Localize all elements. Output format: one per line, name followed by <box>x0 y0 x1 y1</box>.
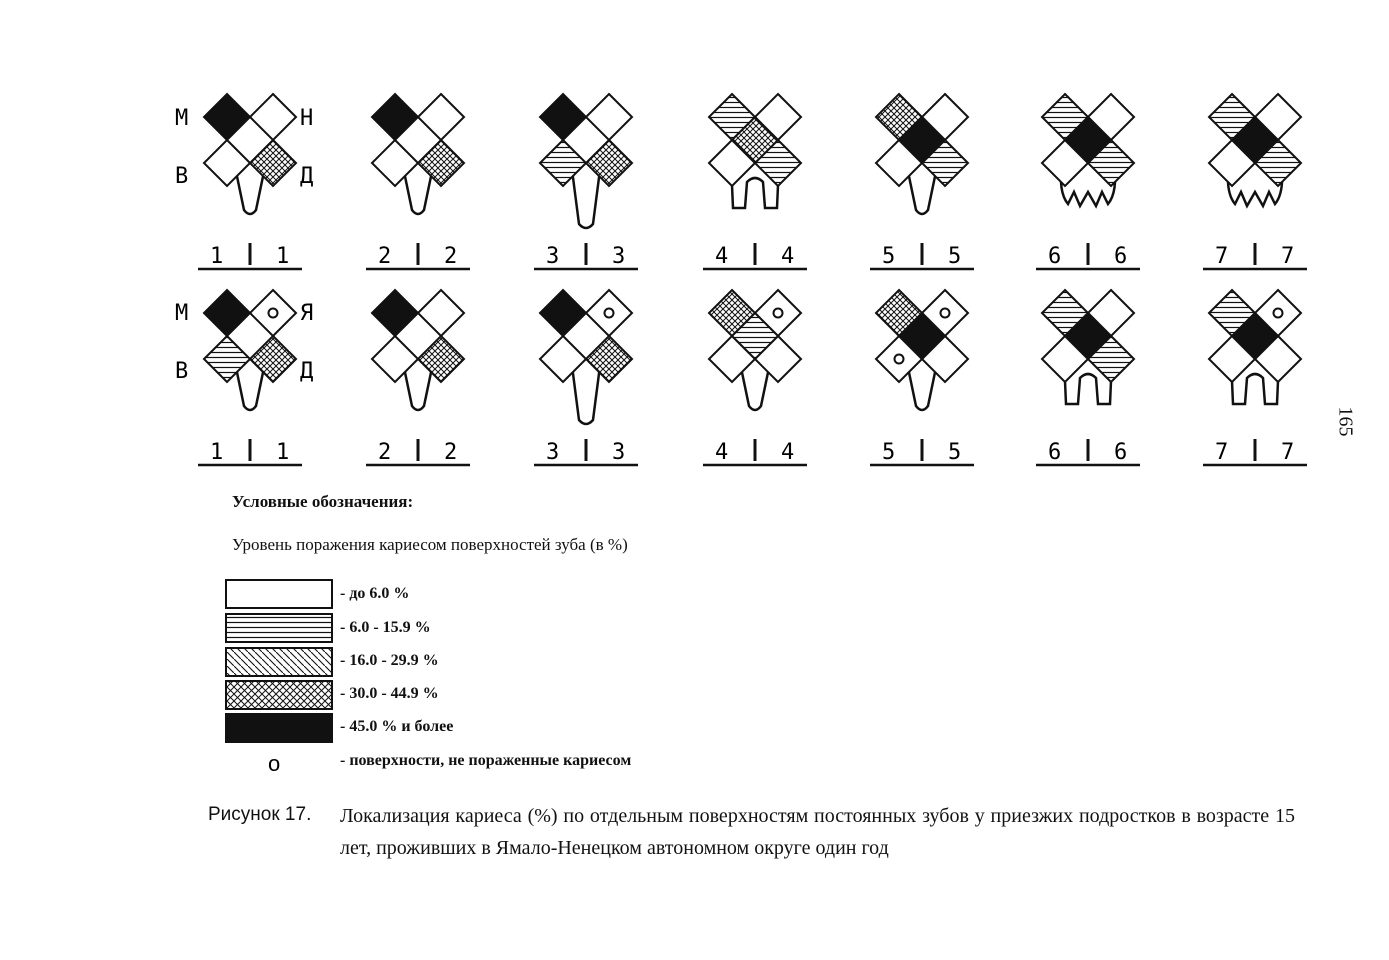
surface-n <box>250 94 296 140</box>
surface-n <box>418 94 464 140</box>
tooth-label-right: 3 <box>612 244 626 269</box>
legend-swatches <box>220 575 340 775</box>
surface-m <box>540 94 586 140</box>
surface-d <box>250 140 296 186</box>
tooth-label-right: 4 <box>781 244 795 269</box>
legend-intact-label: - поверхности, не пораженные кариесом <box>340 752 632 769</box>
surface-label-n-upper: Н <box>300 106 314 131</box>
surface-label-v-lower: В <box>175 359 189 384</box>
surface-n <box>250 290 296 336</box>
tooth-label-right: 5 <box>948 244 962 269</box>
surface-n <box>586 290 632 336</box>
tooth-label-right: 6 <box>1114 440 1128 465</box>
legend-label-3: - 16.0 - 29.9 % <box>340 652 439 669</box>
legend-label-2: - 6.0 - 15.9 % <box>340 619 431 636</box>
legend-title: Условные обозначения: <box>232 492 414 511</box>
legend-label-1: - до 6.0 % <box>340 585 410 602</box>
surface-label-m-upper: М <box>175 106 189 131</box>
tooth-label-right: 2 <box>444 440 458 465</box>
surface-d <box>418 336 464 382</box>
tooth-lower-4 <box>703 290 807 465</box>
page-number: 165 <box>1334 406 1357 437</box>
legend-intact-symbol: o <box>268 751 281 775</box>
tooth-label-right: 6 <box>1114 244 1128 269</box>
tooth-label-right: 3 <box>612 440 626 465</box>
legend-subtitle: Уровень поражения кариесом поверхностей зуба (в %) <box>232 535 628 554</box>
tooth-label-right: 2 <box>444 244 458 269</box>
legend-swatch-cross <box>226 681 332 709</box>
legend-swatch-black <box>226 714 332 742</box>
tooth-label-left: 2 <box>378 440 392 465</box>
surface-v <box>372 336 418 382</box>
tooth-label-right: 1 <box>276 440 290 465</box>
surface-m <box>372 290 418 336</box>
tooth-label-right: 7 <box>1281 244 1295 269</box>
tooth-upper-2 <box>366 94 470 269</box>
tooth-label-left: 7 <box>1215 244 1229 269</box>
tooth-upper-4 <box>703 94 807 269</box>
surface-d <box>418 140 464 186</box>
tooth-label-left: 1 <box>210 244 224 269</box>
surface-m <box>204 94 250 140</box>
tooth-upper-7 <box>1203 94 1307 269</box>
caption-label: Рисунок 17. <box>208 804 312 825</box>
legend-swatch-diag <box>226 648 332 676</box>
tooth-lower-5 <box>870 290 974 465</box>
caption-text: Локализация кариеса (%) по отдельным поверхностям постоянных зубов у приезжих подростков в возрасте 15 лет, проживших в Ямало-Ненецком автономном округе один год <box>340 805 1295 859</box>
surface-label-v-upper: В <box>175 164 189 189</box>
tooth-upper-1 <box>198 94 302 269</box>
legend-label-4: - 30.0 - 44.9 % <box>340 685 439 702</box>
legend-swatch-white <box>226 580 332 608</box>
tooth-label-left: 3 <box>546 440 560 465</box>
surface-d <box>586 336 632 382</box>
surface-m <box>204 290 250 336</box>
tooth-label-left: 1 <box>210 440 224 465</box>
tooth-upper-5 <box>870 94 974 269</box>
surface-n <box>586 94 632 140</box>
surface-v <box>540 140 586 186</box>
tooth-upper-3 <box>534 94 638 269</box>
surface-d <box>250 336 296 382</box>
surface-v <box>204 140 250 186</box>
surface-m <box>372 94 418 140</box>
tooth-label-left: 7 <box>1215 440 1229 465</box>
surface-label-d-upper: Д <box>300 164 314 189</box>
tooth-lower-7 <box>1203 290 1307 465</box>
surface-m <box>540 290 586 336</box>
tooth-label-left: 4 <box>715 440 729 465</box>
surface-label-m-lower: М <box>175 301 189 326</box>
surface-label-d-lower: Д <box>300 359 314 384</box>
tooth-lower-1 <box>198 290 302 465</box>
surface-label-ya-lower: Я <box>300 301 314 326</box>
tooth-label-left: 6 <box>1048 440 1062 465</box>
tooth-label-right: 7 <box>1281 440 1295 465</box>
tooth-label-right: 4 <box>781 440 795 465</box>
surface-v <box>372 140 418 186</box>
tooth-label-right: 5 <box>948 440 962 465</box>
tooth-lower-2 <box>366 290 470 465</box>
legend-label-5: - 45.0 % и более <box>340 718 454 735</box>
tooth-label-left: 5 <box>882 440 896 465</box>
surface-v <box>540 336 586 382</box>
surface-n <box>418 290 464 336</box>
tooth-lower-6 <box>1036 290 1140 465</box>
surface-d <box>586 140 632 186</box>
surface-v <box>204 336 250 382</box>
tooth-label-left: 4 <box>715 244 729 269</box>
tooth-upper-6 <box>1036 94 1140 269</box>
tooth-label-right: 1 <box>276 244 290 269</box>
tooth-label-left: 3 <box>546 244 560 269</box>
tooth-label-left: 5 <box>882 244 896 269</box>
tooth-label-left: 6 <box>1048 244 1062 269</box>
tooth-label-left: 2 <box>378 244 392 269</box>
legend-swatch-hlines <box>226 614 332 642</box>
tooth-lower-3 <box>534 290 638 465</box>
